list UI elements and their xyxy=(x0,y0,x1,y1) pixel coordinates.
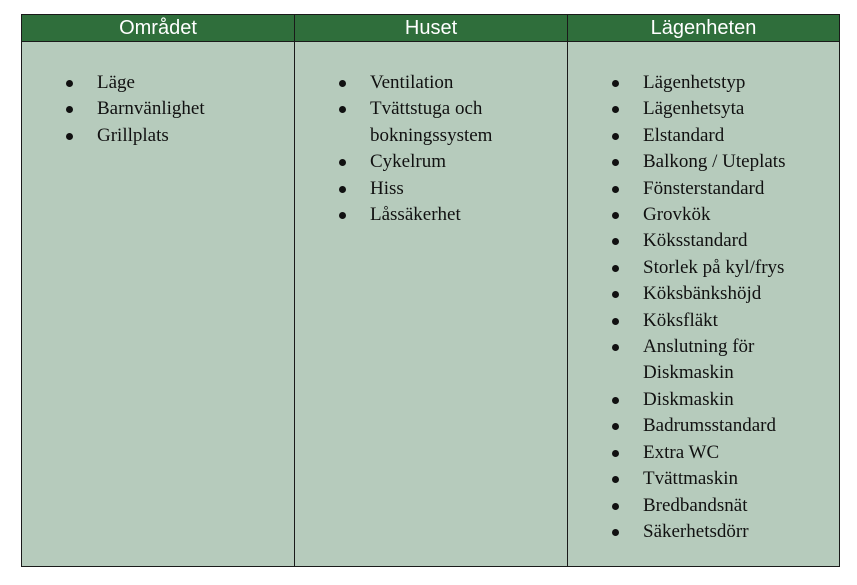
list-item: Balkong / Uteplats xyxy=(568,149,797,175)
list-item: Lägenhetstyp xyxy=(568,70,797,96)
criteria-table xyxy=(21,14,840,567)
list-item: Grovkök xyxy=(568,202,797,228)
list-item: Elstandard xyxy=(568,123,797,149)
cell-omradet xyxy=(22,42,295,566)
list-item: Läge xyxy=(22,70,288,96)
list-item: Lägenhetsyta xyxy=(568,96,797,122)
list-omradet xyxy=(22,70,294,149)
list-item: Hiss xyxy=(295,176,519,202)
header-omradet: Området xyxy=(22,15,295,42)
list-item: Badrumsstandard xyxy=(568,413,797,439)
cell-lagenheten xyxy=(568,42,839,566)
list-item: Bredbandsnät xyxy=(568,493,797,519)
list-item: Cykelrum xyxy=(295,149,519,175)
list-item: Ventilation xyxy=(295,70,519,96)
list-item: Grillplats xyxy=(22,123,288,149)
cell-huset xyxy=(295,42,568,566)
list-item: Diskmaskin xyxy=(568,387,797,413)
list-item: Fönsterstandard xyxy=(568,176,797,202)
list-item: Tvättmaskin xyxy=(568,466,797,492)
list-item: Barnvänlighet xyxy=(22,96,288,122)
list-item: Storlek på kyl/frys xyxy=(568,255,797,281)
list-item: Anslutning för Diskmaskin xyxy=(568,334,797,387)
header-lagenheten: Lägenheten xyxy=(568,15,839,42)
list-huset xyxy=(295,70,525,228)
list-lagenheten xyxy=(568,70,803,545)
list-item: Säkerhetsdörr xyxy=(568,519,797,545)
header-huset: Huset xyxy=(295,15,568,42)
list-item: Köksfläkt xyxy=(568,308,797,334)
list-item: Köksstandard xyxy=(568,228,797,254)
list-item: Låssäkerhet xyxy=(295,202,519,228)
list-item: Köksbänkshöjd xyxy=(568,281,797,307)
list-item: Tvättstuga och bokningssystem xyxy=(295,96,519,149)
list-item: Extra WC xyxy=(568,440,797,466)
